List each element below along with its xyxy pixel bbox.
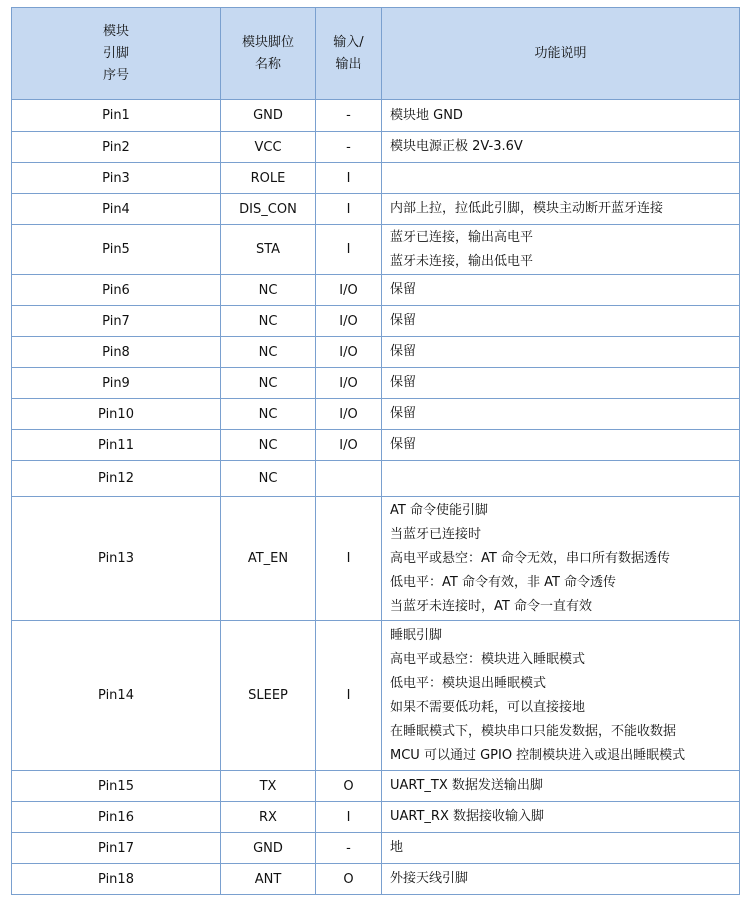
pin-name-cell: NC (221, 430, 316, 461)
description-line: 保留 (390, 344, 417, 359)
pin-number-cell: Pin18 (12, 864, 221, 895)
pin-name-cell: NC (221, 337, 316, 368)
description-cell (382, 399, 740, 430)
description-line: 在睡眠模式下，模块串口只能发数据，不能收数据 (390, 723, 677, 739)
io-cell: I/O (316, 368, 382, 399)
io-cell: I (316, 163, 382, 194)
io-cell: I/O (316, 337, 382, 368)
pin-name-cell: NC (221, 399, 316, 430)
description-cell (382, 225, 740, 275)
description-line: 地 (390, 840, 404, 855)
pin-name-cell: AT_EN (221, 497, 316, 621)
pin-number-cell: Pin11 (12, 430, 221, 461)
pin-name-cell: ROLE (221, 163, 316, 194)
table-row (12, 461, 740, 497)
description-line: 保留 (390, 437, 417, 452)
pin-number-cell: Pin8 (12, 337, 221, 368)
pin-number-cell: Pin14 (12, 621, 221, 771)
table-row (12, 833, 740, 864)
pin-number-cell: Pin6 (12, 275, 221, 306)
table-row (12, 802, 740, 833)
table-row (12, 771, 740, 802)
pin-name-cell: ANT (221, 864, 316, 895)
header-io-line: 输出 (335, 56, 362, 72)
pin-number-cell: Pin5 (12, 225, 221, 275)
pin-number-cell: Pin4 (12, 194, 221, 225)
pin-name-cell: RX (221, 802, 316, 833)
pin-number-cell: Pin17 (12, 833, 221, 864)
description-cell (382, 306, 740, 337)
table-row (12, 100, 740, 132)
io-cell: - (316, 100, 382, 132)
description-line: MCU 可以通过 GPIO 控制模块进入或退出睡眠模式 (390, 747, 686, 763)
pin-name-cell: STA (221, 225, 316, 275)
description-line: 内部上拉，拉低此引脚，模块主动断开蓝牙连接 (390, 201, 664, 216)
description-cell (382, 337, 740, 368)
description-line: UART_RX 数据接收输入脚 (390, 809, 545, 824)
pin-name-cell: GND (221, 833, 316, 864)
pin-number-cell: Pin12 (12, 461, 221, 497)
io-cell: I/O (316, 399, 382, 430)
header-io-line: 输入/ (333, 34, 364, 50)
header-pin-name (221, 8, 316, 100)
io-cell: I/O (316, 430, 382, 461)
table-row (12, 337, 740, 368)
pin-number-cell: Pin16 (12, 802, 221, 833)
pin-number-cell: Pin3 (12, 163, 221, 194)
pin-name-cell: GND (221, 100, 316, 132)
description-line: 低电平：AT 命令有效，非 AT 命令透传 (390, 574, 617, 590)
pin-definition-table (11, 7, 740, 895)
pin-name-cell: TX (221, 771, 316, 802)
table-row (12, 368, 740, 399)
io-cell: O (316, 864, 382, 895)
pin-name-cell: NC (221, 368, 316, 399)
io-cell: I (316, 194, 382, 225)
pin-table-container (11, 7, 739, 895)
table-row (12, 430, 740, 461)
header-io (316, 8, 382, 100)
description-cell (382, 194, 740, 225)
description-cell (382, 802, 740, 833)
io-cell: O (316, 771, 382, 802)
pin-number-cell: Pin7 (12, 306, 221, 337)
description-line: 睡眠引脚 (390, 627, 443, 643)
io-cell (316, 461, 382, 497)
io-cell: - (316, 833, 382, 864)
table-row (12, 399, 740, 430)
description-cell (382, 100, 740, 132)
description-line: 当蓝牙未连接时，AT 命令一直有效 (390, 598, 592, 614)
io-cell: - (316, 132, 382, 163)
description-line: 模块电源正极 2V-3.6V (390, 139, 523, 154)
description-line: 当蓝牙已连接时 (390, 526, 482, 542)
pin-number-cell: Pin2 (12, 132, 221, 163)
pin-name-cell: SLEEP (221, 621, 316, 771)
description-line: 模块地 GND (390, 107, 463, 123)
table-row (12, 621, 740, 771)
pin-number-cell: Pin13 (12, 497, 221, 621)
description-cell (382, 621, 740, 771)
table-body (12, 100, 740, 895)
pin-name-cell: VCC (221, 132, 316, 163)
description-cell (382, 163, 740, 194)
pin-name-cell: NC (221, 461, 316, 497)
description-cell (382, 368, 740, 399)
description-line: 高电平或悬空：AT 命令无效，串口所有数据透传 (390, 550, 670, 566)
pin-name-cell: NC (221, 275, 316, 306)
pin-number-cell: Pin1 (12, 100, 221, 132)
description-line: 外接天线引脚 (390, 871, 469, 886)
table-header-row (12, 8, 740, 100)
description-cell (382, 497, 740, 621)
pin-name-cell: NC (221, 306, 316, 337)
pin-number-cell: Pin9 (12, 368, 221, 399)
pin-number-cell: Pin15 (12, 771, 221, 802)
header-pin-number (12, 8, 221, 100)
description-cell (382, 132, 740, 163)
header-pin-name-line: 名称 (254, 56, 281, 72)
description-line: AT 命令使能引脚 (390, 502, 488, 518)
description-line: 低电平：模块退出睡眠模式 (390, 675, 547, 691)
description-cell (382, 833, 740, 864)
table-row (12, 275, 740, 306)
description-line: 如果不需要低功耗，可以直接接地 (390, 699, 586, 715)
io-cell: I (316, 225, 382, 275)
io-cell: I (316, 621, 382, 771)
pin-name-cell: DIS_CON (221, 194, 316, 225)
description-line: 保留 (390, 406, 417, 421)
description-line: 蓝牙未连接，输出低电平 (390, 253, 534, 269)
table-row (12, 306, 740, 337)
description-cell (382, 771, 740, 802)
table-row (12, 497, 740, 621)
io-cell: I/O (316, 275, 382, 306)
description-cell (382, 461, 740, 497)
header-pin-number-line: 模块 (102, 23, 129, 39)
table-row (12, 163, 740, 194)
description-cell (382, 864, 740, 895)
description-line: 保留 (390, 375, 417, 390)
description-cell (382, 430, 740, 461)
description-cell (382, 275, 740, 306)
description-line: UART_TX 数据发送输出脚 (390, 778, 543, 793)
table-row (12, 864, 740, 895)
description-line: 保留 (390, 313, 417, 328)
header-pin-number-line: 序号 (102, 67, 129, 83)
description-line: 蓝牙已连接，输出高电平 (390, 229, 534, 245)
header-pin-name-line: 模块脚位 (241, 34, 294, 50)
description-line: 保留 (390, 282, 417, 297)
table-row (12, 132, 740, 163)
header-pin-number-line: 引脚 (102, 45, 129, 61)
pin-number-cell: Pin10 (12, 399, 221, 430)
table-row (12, 225, 740, 275)
header-description: 功能说明 (382, 8, 740, 100)
io-cell: I (316, 497, 382, 621)
table-row (12, 194, 740, 225)
io-cell: I/O (316, 306, 382, 337)
io-cell: I (316, 802, 382, 833)
description-line: 高电平或悬空：模块进入睡眠模式 (390, 651, 586, 667)
